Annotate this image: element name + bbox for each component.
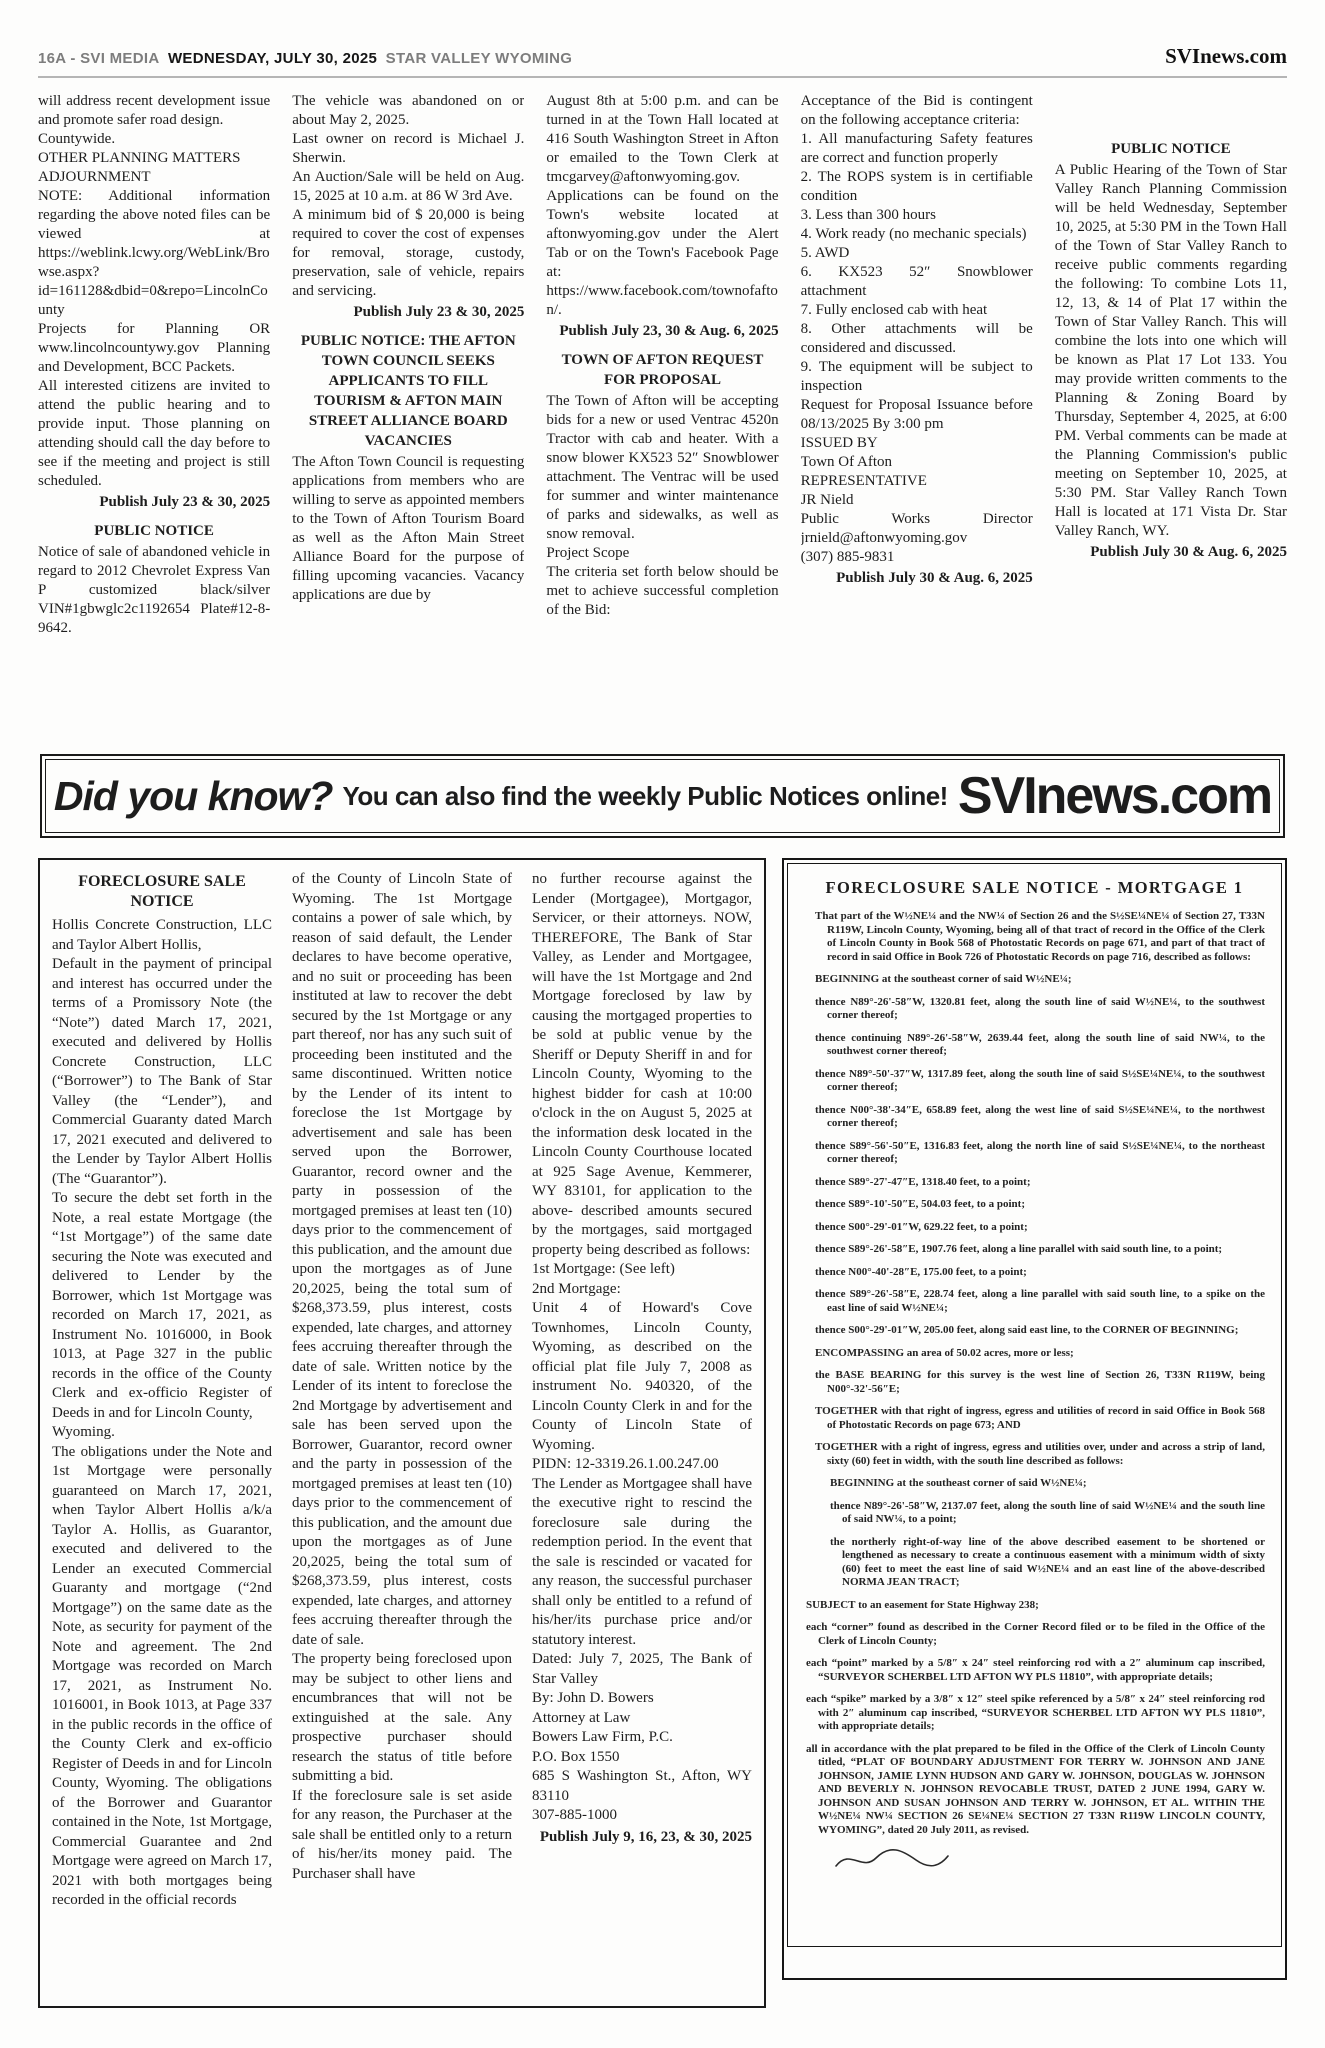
- legal-description-paragraph: all in accordance with the plat prepared to be filed in the Office of the Clerk of Lincoln County titled, “PLAT OF BOUNDARY ADJUSTMENT FOR TERRY W. JOHNSON AND JANE JOHNSON, JAMIE LYNN HUDSON AND GARY W. JOHNSON, DOUGLAS W. JOHNSON AND BEVERLY N. JOHNSON REVOCABLE TRUST, DATED 2 JUNE 1994, GARY W. JOHNSON AND SUSAN JOHNSON AND TERRY W. JOHNSON, ET AL. WITHIN THE W½NE¼ NW¼ SECTION 26 SE¼NE¼ SECTION 27 T33N R119W LINCOLN COUNTY, WYOMING”, dated 20 July 2011, as revised.: [806, 1742, 1265, 1836]
- publish-line: Publish July 23, 30 & Aug. 6, 2025: [559, 323, 779, 339]
- notice-paragraph: Public Works Director jrnield@aftonwyoming.gov: [800, 511, 1033, 546]
- notice-paragraph: 4. Work ready (no mechanic specials): [800, 226, 1027, 242]
- legal-description-paragraph: thence S89°-10'-50″E, 504.03 feet, to a point;: [815, 1198, 1025, 1210]
- legal-description-paragraph: thence continuing N89°-26'-58″W, 2639.44 feet, along the south line of said NW¼, to the southwest corner thereof;: [815, 1031, 1265, 1057]
- notice-paragraph: OTHER PLANNING MATTERS: [38, 150, 241, 166]
- notice-paragraph: 1. All manufacturing Safety features are correct and function properly: [800, 131, 1033, 166]
- publish-line: Publish July 23 & 30, 2025: [99, 494, 271, 510]
- notice-paragraph: Bowers Law Firm, P.C.: [532, 1729, 673, 1745]
- notice-paragraph: 9. The equipment will be subject to inspection: [800, 359, 1033, 394]
- region-label: STAR VALLEY WYOMING: [385, 50, 573, 67]
- notice-paragraph: 6. KX523 52″ Snowblower attachment: [800, 264, 1033, 299]
- notice-paragraph: Town Of Afton: [800, 454, 893, 470]
- legal-description-paragraph: the BASE BEARING for this survey is the west line of Section 26, T33N R119W, being N00°-32'-56″E;: [815, 1369, 1265, 1395]
- notice-heading: PUBLIC NOTICE: THE AFTON TOWN COUNCIL SEEKS APPLICANTS TO FILL TOURISM & AFTON MAIN STREET ALLIANCE BOARD VACANCIES: [300, 333, 516, 449]
- masthead-site-name: SVInews.com: [1165, 44, 1287, 68]
- notice-paragraph: 7. Fully enclosed cab with heat: [800, 302, 988, 318]
- issue-date: WEDNESDAY, JULY 30, 2025: [167, 50, 378, 67]
- notice-paragraph: If the foreclosure sale is set aside for any reason, the Purchaser at the sale shall be entitled only to a return of his/her/its money paid. The Purchaser shall have: [292, 1787, 512, 1882]
- legal-description-paragraph: SUBJECT to an easement for State Highway 238;: [806, 1598, 1039, 1611]
- notice-paragraph: 307-885-1000: [532, 1807, 617, 1823]
- top-column-5: [1055, 92, 1287, 571]
- foreclosure-notice-columns: [52, 870, 752, 1911]
- notice-paragraph: A minimum bid of $ 20,000 is being required to cover the cost of expenses for removal, storage, custody, preservation, sale of vehicle, repairs and servicing.: [292, 207, 525, 299]
- page-number-label: 16A - SVI MEDIA: [38, 50, 160, 67]
- notice-paragraph: ISSUED BY: [800, 435, 878, 451]
- notice-paragraph: of the County of Lincoln State of Wyoming. The 1st Mortgage contains a power of sale which, by reason of said default, the Lender declares to have become operative, and no suit or proceeding has been instituted at law to recover the debt secured by the 1st Mortgage or any part thereof, nor has any such suit of proceeding been instituted and the same discontinued. Written notice by the Lender of its intent to foreclose the 1st Mortgage by advertisement and sale has been served upon the Borrower, Guarantor, record owner and the party in possession of the mortgaged premises at least ten (10) days prior to the commencement of this publication, and the amount due upon the mortgages as of June 20,2025, being the total sum of $268,373.59, plus interest, costs expended, late charges, and attorney fees accruing thereafter through the date of sale. Written notice by the Lender of its intent to foreclose the 2nd Mortgage by advertisement and sale has been served upon the Borrower, Guarantor, record owner and the party in possession of the mortgaged premises at least ten (10) days prior to the commencement of this publication, and the amount due upon the mortgages as of June 20,2025, being the total sum of $268,373.59, plus interest, costs expended, late charges, and attorney fees accruing thereafter through the date of sale.: [292, 871, 512, 1648]
- fc-column-2: [292, 870, 512, 1884]
- legal-description-paragraph: That part of the W½NE¼ and the NW¼ of Section 26 and the S½SE¼NE¼ of Section 27, T33N R119W, Lincoln County, Wyoming, being all of that tract of record in the Office of the Clerk of Lincoln County in Book 568 of Photostatic Records on page 671, and part of that tract of record in said Office in Book 726 of Photostatic Records on page 716, described as follows:: [815, 910, 1265, 963]
- notice-paragraph: 685 S Washington St., Afton, WY 83110: [532, 1768, 752, 1804]
- top-column-3: [546, 92, 778, 620]
- legal-description-paragraph: TOGETHER with that right of ingress, egress and utilities of record in said Office in Book 568 of Photostatic Records on page 673; AND: [815, 1405, 1265, 1431]
- notice-paragraph: The Town of Afton will be accepting bids for a new or used Ventrac 4520n Tractor with cab and heater. With a snow blower KX523 52″ Snowblower attachment. The Ventrac will be used for summer and winter maintenance of parks and sidewalks, as well as snow removal.: [546, 393, 779, 542]
- top-column-1: [38, 92, 270, 638]
- notice-paragraph: By: John D. Bowers: [532, 1690, 654, 1706]
- legal-description-paragraph: the northerly right-of-way line of the above described easement to be shortened or lengthened as necessary to create a continuous easement with a minimum width of sixty (60) feet to meet the east line of said W½NE¼ and an east line of the above-described NORMA JEAN TRACT;: [830, 1535, 1265, 1588]
- notice-paragraph: PIDN: 12-3319.26.1.00.247.00: [532, 1456, 719, 1472]
- banner-site-name: SVInews.com: [957, 767, 1272, 825]
- notice-paragraph: (307) 885-9831: [800, 549, 895, 565]
- top-column-2: [292, 92, 524, 605]
- notice-paragraph: will address recent development issue and promote safer road design.: [38, 93, 271, 128]
- notice-paragraph: Dated: July 7, 2025, The Bank of Star Valley: [532, 1651, 752, 1687]
- notice-paragraph: ADJOURNMENT: [38, 169, 151, 185]
- signature-mark: [832, 1846, 952, 1872]
- notice-paragraph: Default in the payment of principal and interest has occurred under the terms of a Promissory Note (the “Note”) dated March 17, 2021, executed and delivered by Hollis Concrete Construction, LLC (“Borrower”) to The Bank of Star Valley (the “Lender”), and Commercial Guaranty dated March 17, 2021 executed and delivered to the Lender by Taylor Albert Hollis (The “Guarantor”).: [52, 956, 272, 1187]
- notice-paragraph: 5. AWD: [800, 245, 850, 261]
- legal-description-paragraph: thence N89°-50'-37″W, 1317.89 feet, along the south line of said S½SE¼NE¼, to the southwest corner thereof;: [815, 1067, 1265, 1093]
- legal-description-paragraph: thence S89°-26'-58″E, 228.74 feet, along a line parallel with said south line, to a spike on the east line of said W½NE¼;: [815, 1288, 1265, 1314]
- notice-paragraph: Projects for Planning OR www.lincolncountywy.gov Planning and Development, BCC Packets.: [38, 321, 271, 375]
- legal-description-paragraph: thence S89°-56'-50″E, 1316.83 feet, along the north line of said S½SE¼NE¼, to the northeast corner thereof;: [815, 1139, 1265, 1165]
- publish-line: Publish July 30 & Aug. 6, 2025: [1090, 544, 1287, 560]
- notice-paragraph: The Afton Town Council is requesting applications from members who are willing to serve as appointed members to the Town of Afton Tourism Board as well as the Afton Main Street Alliance Board for the purpose of filling upcoming vacancies. Vacancy applications are due by: [292, 454, 525, 603]
- legal-description-paragraph: thence S00°-29'-01″W, 629.22 feet, to a point;: [815, 1220, 1028, 1233]
- legal-description-paragraph: each “point” marked by a 5/8″ x 24″ steel reinforcing rod with a 2″ aluminum cap inscribed, “SURVEYOR SCHERBEL LTD AFTON WY PLS 11810”, with appropriate details;: [806, 1657, 1265, 1683]
- notice-paragraph: Last owner on record is Michael J. Sherwin.: [292, 131, 525, 166]
- notice-paragraph: The vehicle was abandoned on or about May 2, 2025.: [292, 93, 525, 128]
- bottom-notices-section: [38, 858, 1287, 2008]
- legal-description-paragraph: thence N89°-26'-58″W, 2137.07 feet, along the south line of said W½NE¼ and the south line of said NW¼, to a point;: [830, 1499, 1265, 1525]
- notice-paragraph: A Public Hearing of the Town of Star Valley Ranch Planning Commission will be held Wednesday, September 10, 2025, at 5:30 PM in the Town Hall of the Town of Star Valley Ranch to receive public comments regarding the following: To combine Lots 11, 12, 13, & 14 of Plat 17 within the Town of Star Valley Ranch. This will combine the lots into one which will be known as Plat 17 Lot 133. You may provide written comments to the Planning & Zoning Board by Thursday, September 4, 2025, at 6:00 PM. Verbal comments can be made at the Planning Commission's public meeting on September 10, 2025, at 5:30 PM. Star Valley Ranch Town Hall is located at 171 Vista Dr. Star Valley Ranch, WY.: [1054, 162, 1287, 539]
- notice-paragraph: NOTE: Additional information regarding the above noted files can be viewed at https://weblink.lcwy.org/WebLink/Browse.aspx?id=161128&dbid=0&repo=LincolnCounty: [38, 188, 271, 318]
- notice-paragraph: Hollis Concrete Construction, LLC and Taylor Albert Hollis,: [52, 917, 272, 953]
- public-notice-columns: [38, 92, 1287, 740]
- top-column-4: [801, 92, 1033, 597]
- mortgage1-notice-inner: [787, 863, 1282, 1947]
- notice-paragraph: Unit 4 of Howard's Cove Townhomes, Lincoln County, Wyoming, as described on the official plat file July 7, 2008 as instrument No. 940320, of the Lincoln County Clerk in and for the County of Lincoln State of Wyoming.: [532, 1300, 752, 1453]
- notice-paragraph: All interested citizens are invited to attend the public hearing and to provide input. Those planning on attending should call the day before to see if the meeting and project is still scheduled.: [38, 378, 271, 489]
- mortgage1-notice-box: [782, 858, 1287, 1980]
- banner-message-text: You can also find the weekly Public Notices online!: [342, 780, 948, 811]
- legal-description-paragraph: thence N00°-40'-28″E, 175.00 feet, to a point;: [815, 1265, 1027, 1278]
- legal-description-paragraph: thence S89°-26'-58″E, 1907.76 feet, along a line parallel with said south line, to a point;: [815, 1243, 1223, 1255]
- legal-description-paragraph: thence S89°-27'-47″E, 1318.40 feet, to a point;: [815, 1175, 1031, 1188]
- fc-column-3: [532, 870, 752, 1856]
- notice-paragraph: 3. Less than 300 hours: [800, 207, 936, 223]
- notice-paragraph: P.O. Box 1550: [532, 1748, 620, 1765]
- notice-paragraph: The obligations under the Note and 1st Mortgage were personally guaranteed on March 17, 2021, when Taylor Albert Hollis a/k/a Taylor A. Hollis, as Guarantor, executed and delivered to the Lender an executed Commercial Guaranty and mortgage (“2nd Mortgage”) on the same date as the Note, as security for payment of the Note and agreement. The 2nd Mortgage was recorded on March 17, 2021, as Instrument No. 1016001, in Book 1013, at Page 337 in the public records in the office of the County Clerk and ex-officio Register of Deeds in and for Lincoln County, Wyoming. The obligations of the Borrower and Guarantor contained in the Note, 1st Mortgage, Commercial Guarantee and 2nd Mortgage were agreed on March 17, 2021 with both mortgages being recorded in the official records: [52, 1443, 272, 1908]
- notice-paragraph: no further recourse against the Lender (Mortgagee), Mortgagor, Servicer, or their attorneys. NOW, THEREFORE, The Bank of Star Valley, as Lender and Mortgagee, will have the 1st Mortgage and 2nd Mortgage foreclosed by law by causing the mortgaged properties to be sold at public venue by the Sheriff or Deputy Sheriff in and for Lincoln County, Wyoming to the highest bidder for cash at 10:00 o'clock in the on August 5, 2025 at the information desk located in the Lincoln County Courthouse located at 925 Sage Avenue, Kemmerer, WY 83101, for application to the above- described amounts secured by the mortgages, said mortgaged property being described as follows:: [532, 871, 752, 1258]
- legal-description-paragraph: each “spike” marked by a 3/8″ x 12″ steel spike referenced by a 5/8″ x 24″ steel reinforcing rod with 2″ aluminum cap inscribed, “SURVEYOR SCHERBEL LTD AFTON WY PLS 11810”, with appropriate details;: [806, 1693, 1265, 1732]
- notice-paragraph: JR Nield: [800, 492, 854, 508]
- publish-line: Publish July 9, 16, 23, & 30, 2025: [539, 1828, 752, 1845]
- notice-paragraph: Attorney at Law: [532, 1709, 631, 1726]
- legal-description-paragraph: ENCOMPASSING an area of 50.02 acres, more or less;: [815, 1346, 1074, 1359]
- notice-paragraph: 2. The ROPS system is in certifiable condition: [800, 169, 1033, 204]
- legal-description-paragraph: BEGINNING at the southeast corner of said W½NE¼;: [815, 973, 1072, 985]
- notice-paragraph: The Lender as Mortgagee shall have the executive right to rescind the foreclosure sale during the redemption period. In the event that the sale is rescinded or vacated for any reason, the successful purchaser shall only be entitled to a refund of his/her/its purchase price and/or statutory interest.: [532, 1475, 752, 1648]
- notice-paragraph: Request for Proposal Issuance before 08/13/2025 By 3:00 pm: [800, 397, 1033, 432]
- notice-paragraph: REPRESENTATIVE: [800, 473, 927, 489]
- notice-heading: PUBLIC NOTICE: [94, 523, 214, 539]
- mortgage1-legal-description: [804, 910, 1265, 1837]
- banner-lead-text: Did you know?: [53, 772, 333, 819]
- notice-paragraph: Project Scope: [546, 545, 630, 561]
- notice-paragraph: To secure the debt set forth in the Note, a real estate Mortgage (the “1st Mortgage”) of the same date securing the Note was executed and delivered to Lender by the Borrower, which 1st Mortgage was recorded on March 17, 2021, as Instrument No. 1016000, in Book 1013, at Page 327 in the public records in the office of the County Clerk and ex-officio Register of Deeds in and for Lincoln County,: [52, 1190, 272, 1421]
- page-header-left: [38, 50, 572, 67]
- did-you-know-banner-inner: [45, 759, 1280, 833]
- fc-column-1: [52, 870, 272, 1911]
- notice-paragraph: Wyoming.: [52, 1424, 115, 1440]
- notice-heading: TOWN OF AFTON REQUEST FOR PROPOSAL: [561, 352, 764, 388]
- notice-paragraph: 8. Other attachments will be considered and discussed.: [800, 321, 1033, 356]
- legal-description-paragraph: TOGETHER with a right of ingress, egress and utilities over, under and across a strip of land, sixty (60) feet in width, with the south line described as follows:: [815, 1441, 1265, 1467]
- notice-paragraph: 2nd Mortgage:: [532, 1280, 621, 1297]
- publish-line: Publish July 23 & 30, 2025: [353, 304, 525, 320]
- legal-description-paragraph: each “corner” found as described in the Corner Record filed or to be filed in the Office of the Clerk of Lincoln County;: [806, 1621, 1265, 1647]
- notice-paragraph: The property being foreclosed upon may be subject to other liens and encumbrances that will not be extinguished at the sale. Any prospective purchaser should research the status of title before submitting a bid.: [292, 1651, 512, 1784]
- notice-paragraph: Countywide.: [38, 131, 116, 147]
- notice-heading: PUBLIC NOTICE: [1111, 141, 1231, 157]
- header-divider: [38, 76, 1287, 78]
- legal-description-paragraph: thence N89°-26'-58″W, 1320.81 feet, along the south line of said W½NE¼, to the southwest corner thereof;: [815, 995, 1265, 1021]
- did-you-know-banner: [40, 754, 1285, 838]
- notice-paragraph: The criteria set forth below should be met to achieve successful completion of the Bid:: [546, 564, 779, 618]
- legal-description-paragraph: thence N00°-38'-34″E, 658.89 feet, along the west line of said S½SE¼NE¼, to the northwest corner thereof;: [815, 1103, 1265, 1129]
- notice-paragraph: Notice of sale of abandoned vehicle in regard to 2012 Chevrolet Express Van P customized black/silver VIN#1gbwglc2c1192654 Plate#12-8-9642.: [38, 544, 271, 636]
- notice-paragraph: An Auction/Sale will be held on Aug. 15, 2025 at 10 a.m. at 86 W 3rd Ave.: [292, 169, 525, 204]
- mortgage1-title: FORECLOSURE SALE NOTICE - MORTGAGE 1: [825, 878, 1244, 897]
- notice-heading: FORECLOSURE SALE NOTICE: [78, 873, 246, 910]
- notice-paragraph: 1st Mortgage: (See left): [532, 1261, 675, 1277]
- legal-description-paragraph: thence S00°-29'-01″W, 205.00 feet, along said east line, to the CORNER OF BEGINNING;: [815, 1324, 1239, 1336]
- foreclosure-notice-box: [38, 858, 766, 2008]
- notice-paragraph: Acceptance of the Bid is contingent on the following acceptance criteria:: [800, 93, 1033, 128]
- notice-paragraph: August 8th at 5:00 p.m. and can be turned in at the Town Hall located at 416 South Washington Street in Afton or emailed to the Town Clerk at tmcgarvey@aftonwyoming.gov. Applications can be found on the Town's website located at aftonwyoming.gov under the Alert Tab or on the Town's Facebook Page at: https://www.facebook.com/townofafton/.: [546, 93, 779, 318]
- page-header: [38, 44, 1287, 69]
- legal-description-paragraph: BEGINNING at the southeast corner of said W½NE¼;: [830, 1477, 1087, 1489]
- publish-line: Publish July 30 & Aug. 6, 2025: [836, 570, 1033, 586]
